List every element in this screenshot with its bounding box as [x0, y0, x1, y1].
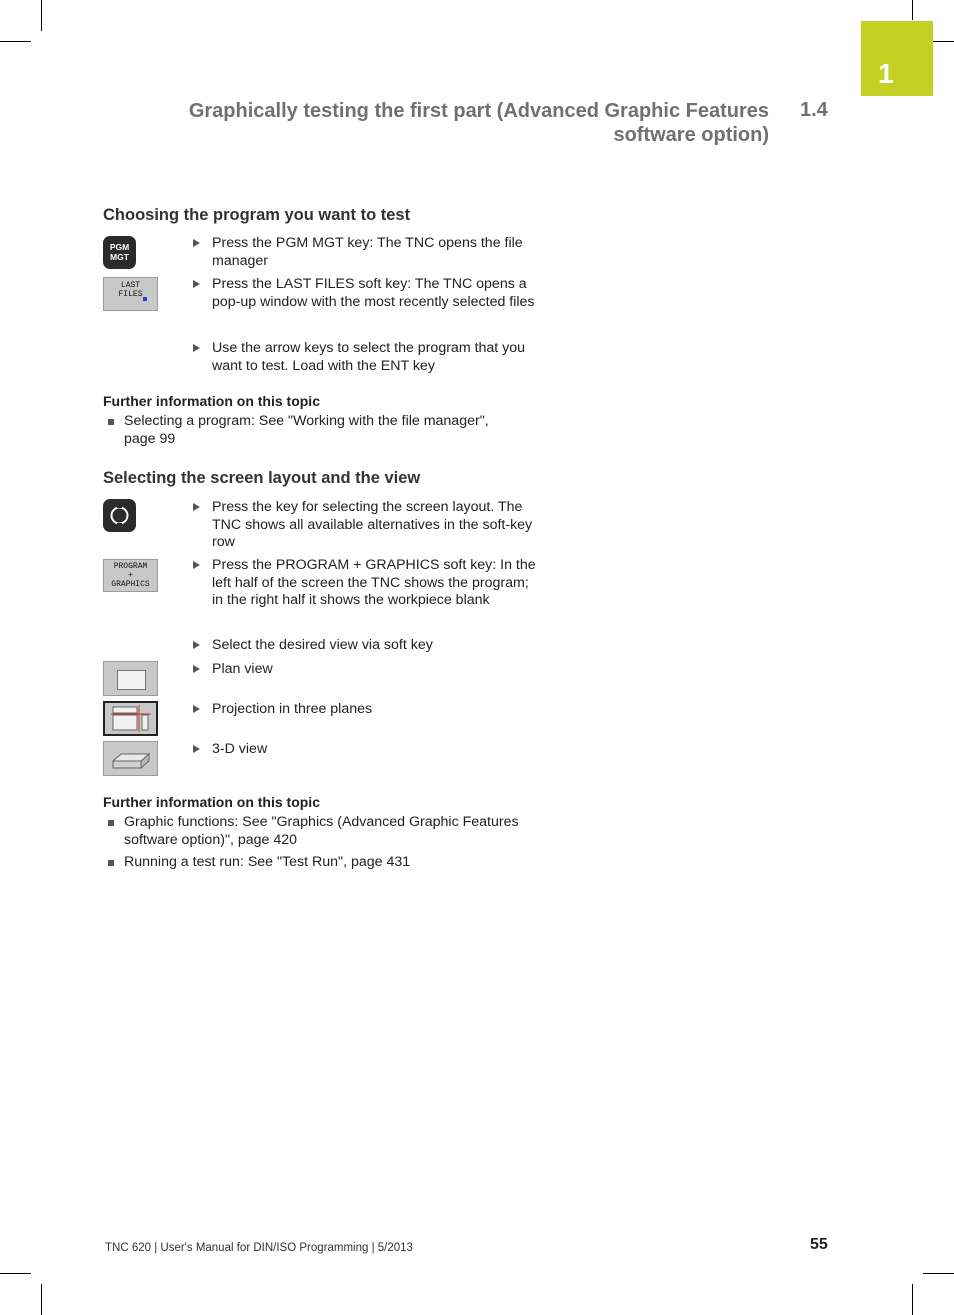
step-arrow-icon	[193, 745, 200, 753]
section-number: 1.4	[800, 99, 828, 121]
last-files-softkey-icon	[103, 277, 158, 311]
pgm-mgt-key-icon	[103, 236, 136, 269]
step-text: Press the key for selecting the screen layout. The TNC shows all available alternatives in the soft-key row	[212, 499, 533, 551]
section-heading: Choosing the program you want to test	[103, 206, 411, 224]
step-arrow-icon	[193, 641, 200, 649]
bullet-icon	[108, 820, 114, 826]
crop-mark	[0, 41, 31, 42]
step-text: Use the arrow keys to select the program that you want to test. Load with the ENT key	[212, 340, 526, 374]
page-number: 55	[810, 1236, 828, 1253]
crop-mark	[41, 0, 42, 31]
three-planes-icon	[103, 701, 158, 736]
block-3d-icon	[104, 742, 157, 775]
footer-text: TNC 620 | User's Manual for DIN/ISO Programming | 5/2013	[105, 1242, 413, 1254]
crop-mark	[912, 1284, 913, 1315]
step-arrow-icon	[193, 344, 200, 352]
program-graphics-softkey-icon	[103, 559, 158, 592]
step-arrow-icon	[193, 665, 200, 673]
step-arrow-icon	[193, 280, 200, 288]
softkey-label: LAST	[120, 281, 141, 290]
three-planes-drawing-icon	[105, 703, 156, 734]
further-info-heading: Further information on this topic	[103, 393, 320, 409]
step-text: Press the PGM MGT key: The TNC opens the file manager	[212, 235, 523, 269]
crop-mark	[923, 1273, 954, 1274]
chapter-number: 1	[878, 58, 894, 89]
pgm-mgt-key-label: PGM MGT	[109, 242, 130, 262]
bullet-icon	[108, 419, 114, 425]
indicator-icon	[143, 297, 147, 301]
further-info-heading: Further information on this topic	[103, 794, 320, 810]
step-text: Press the PROGRAM + GRAPHICS soft key: In the left half of the screen the TNC shows the program; in the right half it shows the workpiece blank	[212, 557, 536, 609]
3d-view-icon	[103, 741, 158, 776]
step-text: Projection in three planes	[212, 701, 373, 717]
further-info-item: Running a test run: See "Test Run", page 431	[124, 854, 411, 870]
screen-layout-key-icon	[103, 499, 136, 532]
softkey-label: FILES	[118, 290, 143, 299]
page-title: Graphically testing the first part (Advanced Graphic Features software option)	[188, 100, 769, 146]
crop-mark	[41, 1284, 42, 1315]
chapter-tab	[861, 21, 933, 96]
step-text: 3-D view	[212, 741, 268, 757]
step-text: Select the desired view via soft key	[212, 637, 433, 653]
step-arrow-icon	[193, 503, 200, 511]
softkey-label: +	[128, 571, 133, 580]
further-info-item: Graphic functions: See "Graphics (Advanced Graphic Features software option)", page 420	[124, 814, 519, 848]
plan-rect-icon	[117, 670, 146, 690]
bullet-icon	[108, 860, 114, 866]
step-arrow-icon	[193, 561, 200, 569]
plan-view-icon	[103, 661, 158, 696]
step-arrow-icon	[193, 705, 200, 713]
section-heading: Selecting the screen layout and the view	[103, 469, 421, 487]
rotate-arrows-icon	[103, 499, 136, 532]
softkey-label: PROGRAM	[113, 562, 148, 571]
crop-mark	[912, 0, 913, 20]
step-arrow-icon	[193, 239, 200, 247]
step-text: Press the LAST FILES soft key: The TNC opens a pop-up window with the most recently selected files	[212, 276, 535, 310]
step-text: Plan view	[212, 661, 273, 677]
softkey-label: GRAPHICS	[111, 580, 150, 589]
further-info-item: Selecting a program: See "Working with the file manager", page 99	[124, 413, 489, 447]
crop-mark	[0, 1273, 31, 1274]
